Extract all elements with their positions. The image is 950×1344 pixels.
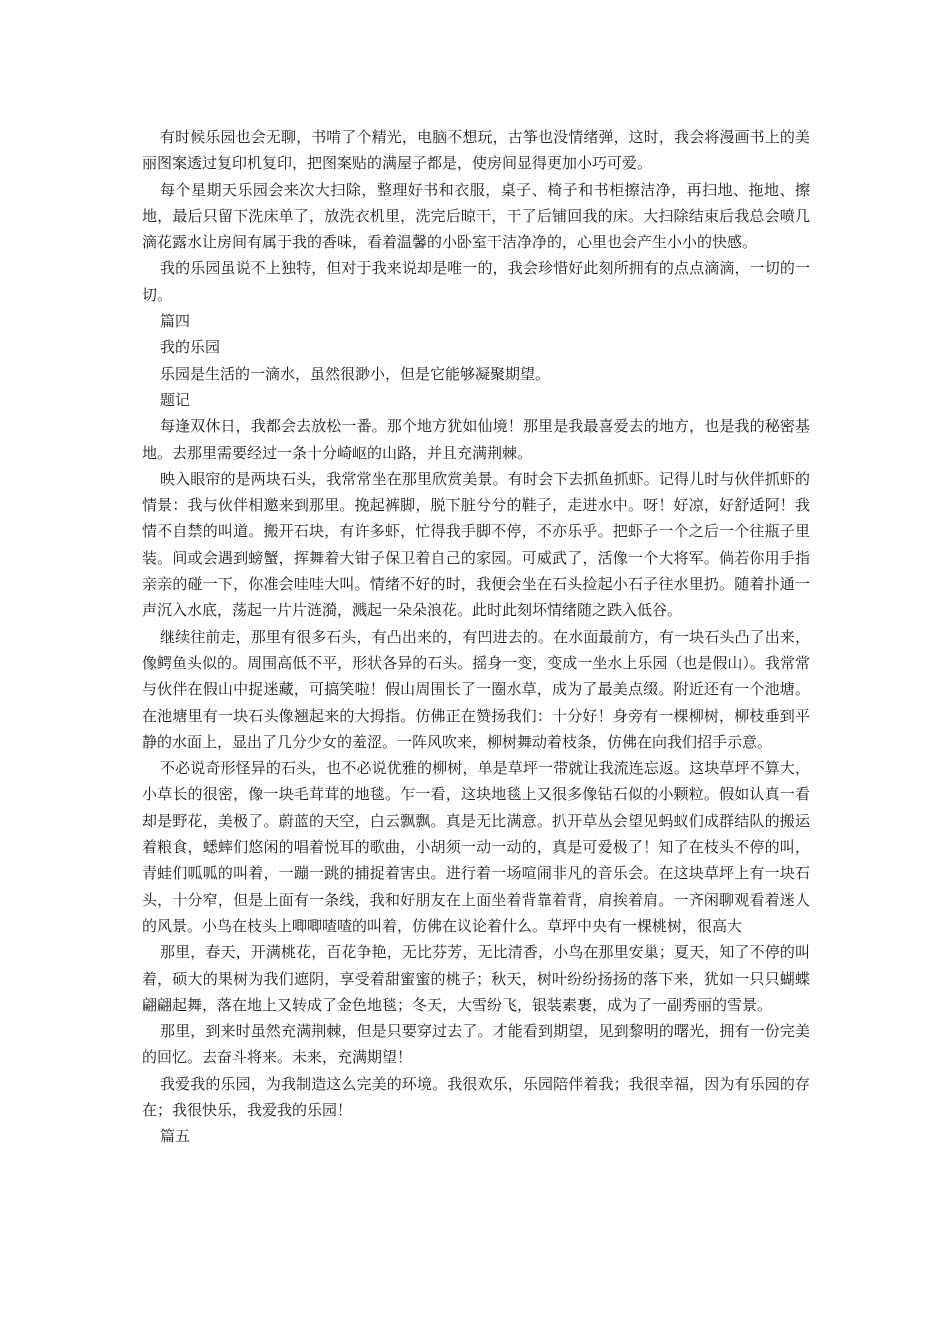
section-heading-part4: 篇四	[160, 312, 191, 331]
paragraph-lawn: 不必说奇形怪异的石头，也不必说优雅的柳树，单是草坪一带就让我流连忘返。这块草坪不算大，小草长的很密，像一块毛茸茸的地毯。乍一看，这块地毯上又很多像钻石似的小颗粒。假如认真一看却是野花，美极了。蔚蓝的天空，白云飘飘。真是无比满意。扒开草丛会望见蚂蚁们成群结队的搬运着粮食，蟋蟀们悠闲的唱着悦耳的歌曲，小胡须一动一动的，真是可爱极了！知了在枝头不停的叫，青蛙们呱呱的叫着，一蹦一跳的捕捉着害虫。进行着一场喧闹非凡的音乐会。在这块草坪上有一块石头，十分窄，但是上面有一条线，我和好朋友在上面坐着背靠着背，肩挨着肩。一齐闲聊观看着迷人的风景。小鸟在枝头上唧唧喳喳的叫着，仿佛在议论着什么。草坪中央有一棵桃树，很高大	[142, 759, 810, 935]
epigraph-text: 乐园是生活的一滴水，虽然很渺小，但是它能够凝聚期望。	[160, 364, 551, 383]
paragraph-cherish: 我的乐园虽说不上独特，但对于我来说却是唯一的，我会珍惜好此刻所拥有的点点滴滴，一切的一切。	[142, 259, 810, 304]
paragraph-weekend: 每逢双休日，我都会去放松一番。那个地方犹如仙境！那里是我最喜爱去的地方，也是我的秘密基地。去那里需要经过一条十分崎岖的山路，并且充满荆棘。	[142, 417, 810, 462]
paragraph-rockery: 继续往前走，那里有很多石头，有凸出来的，有凹进去的。在水面最前方，有一块石头凸了出来，像鳄鱼头似的。周围高低不平，形状各异的石头。摇身一变，变成一坐水上乐园（也是假山）。我常常与伙伴在假山中捉迷藏，可搞笑啦！假山周围长了一圈水草，成为了最美点缀。附近还有一个池塘。在池塘里有一块石头像翘起来的大拇指。仿佛正在赞扬我们：十分好！身旁有一棵柳树，柳枝垂到平静的水面上，显出了几分少女的羞涩。一阵风吹来，柳树舞动着枝条，仿佛在向我们招手示意。	[142, 627, 810, 751]
paragraph-hope: 那里，到来时虽然充满荆棘，但是只要穿过去了。才能看到期望，见到黎明的曙光，拥有一份完美的回忆。去奋斗将来。未来，充满期望！	[142, 1022, 810, 1067]
paragraph-seasons: 那里，春天，开满桃花，百花争艳，无比芬芳，无比清香，小鸟在那里安巢；夏天，知了不停的叫着，硕大的果树为我们遮阴，享受着甜蜜蜜的桃子；秋天，树叶纷纷扬扬的落下来，犹如一只只蝴蝶翩翩起舞，落在地上又转成了金色地毯；冬天，大雪纷飞，银装素裹，成为了一副秀丽的雪景。	[142, 943, 810, 1014]
paragraph-cleaning-boredom: 有时候乐园也会无聊，书啃了个精光，电脑不想玩，古筝也没情绪弹，这时，我会将漫画书上的美丽图案透过复印机复印，把图案贴的满屋子都是，使房间显得更加小巧可爱。	[142, 128, 810, 173]
paragraph-love-paradise: 我爱我的乐园，为我制造这么完美的环境。我很欢乐，乐园陪伴着我；我很幸福，因为有乐园的存在；我很快乐，我爱我的乐园！	[142, 1074, 810, 1119]
essay-title: 我的乐园	[160, 338, 221, 357]
paragraph-weekly-cleaning: 每个星期天乐园会来次大扫除，整理好书和衣服，桌子、椅子和书柜擦洁净，再扫地、拖地、擦地，最后只留下洗床单了，放洗衣机里，洗完后晾干，干了后铺回我的床。大扫除结束后我总会喷几滴花露水让房间有属于我的香味，看着温馨的小卧室干洁净净的，心里也会产生小小的快感。	[142, 180, 810, 252]
paragraph-two-stones: 映入眼帘的是两块石头，我常常坐在那里欣赏美景。有时会下去抓鱼抓虾。记得儿时与伙伴抓虾的情景：我与伙伴相邀来到那里。挽起裤脚，脱下脏兮兮的鞋子，走进水中。呀！好凉，好舒适阿！我情不自禁的叫道。搬开石块，有许多虾，忙得我手脚不停，不亦乐乎。把虾子一个之后一个往瓶子里装。间或会遇到螃蟹，挥舞着大钳子保卫着自己的家园。可威武了，活像一个大将军。倘若你用手指亲亲的碰一下，你准会哇哇大叫。情绪不好的时，我便会坐在石头捡起小石子往水里扔。随着扑通一声沉入水底，荡起一片片涟漪，溅起一朵朵浪花。此时此刻坏情绪随之跌入低谷。	[142, 469, 810, 620]
document-body	[142, 124, 810, 1150]
section-heading-part5: 篇五	[160, 1127, 191, 1146]
epigraph-label: 题记	[160, 390, 191, 409]
